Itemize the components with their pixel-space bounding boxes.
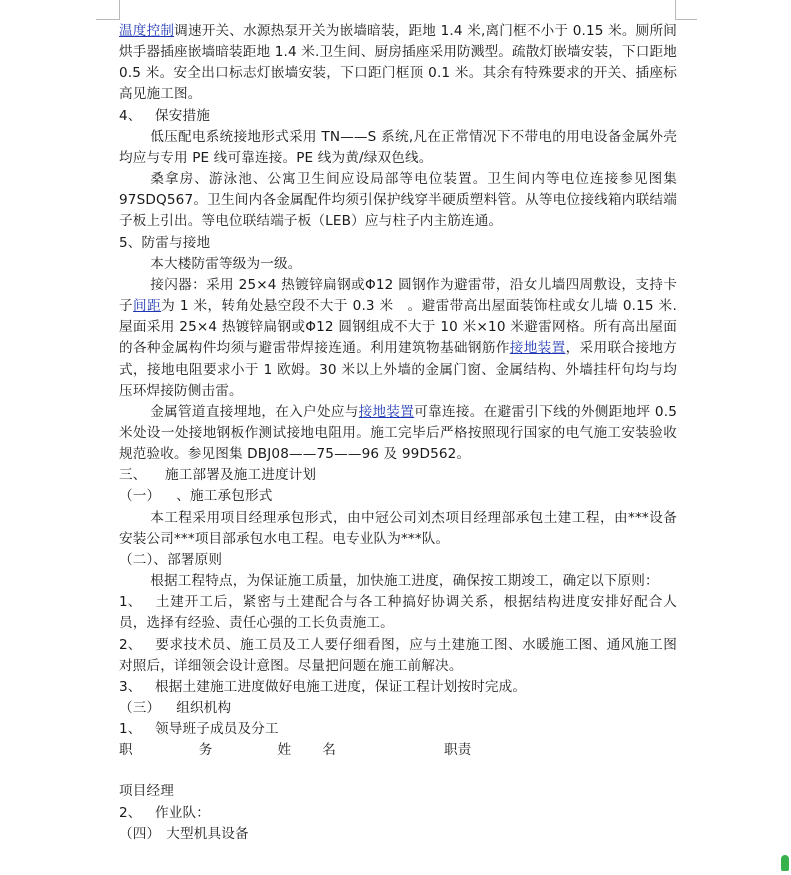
list-text: 根据土建施工进度做好电施工进度，保证工程计划按时完成。 <box>155 678 527 695</box>
subheading-organization <box>119 698 677 719</box>
list-number: 1、 <box>119 721 142 738</box>
hyperlink-grounding-device[interactable]: 接地装置 <box>509 340 566 357</box>
subheading-principles: （二）、部署原则 <box>119 551 223 568</box>
paragraph-text: ，采用联合接地方式，接地电阻要求小于 1 欧姆。30 米以上外墙的金属门窗、金属结构、外墙挂杆句均与均压环焊接防侧击雷。 <box>119 340 678 399</box>
subheading-text: 组织机构 <box>176 700 232 716</box>
list-text: 要求技术员、施工员及工人要仔细看图，应与土建施工图、水暖施工图、通风施工图对照后，详细领会设计意图。尽量把问题在施工前解决。 <box>119 636 677 674</box>
paragraph-equipotential: 桑拿房、游泳池、公寓卫生间应设局部等电位装置。卫生间内等电位连接参见图集 97SDQ567。卫生间内各金属配件均须引保护线穿半硬质塑料管。从等电位接线箱内联结端子板上引出。等电位联结端子板（LEB）应与柱子内主筋连通。 <box>119 171 677 230</box>
list-text: 领导班子成员及分工 <box>155 721 279 738</box>
paragraph-text: 接闪器：采用 25×4 热镀锌扁钢或Φ12 圆钢作为避雷带，沿女儿墙四周敷设，支持卡子 <box>119 276 677 315</box>
paragraph-contract: 本工程采用项目经理承包形式，由中冠公司刘杰项目经理部承包土建工程，由***设备安装公司***项目部承包水电工程。电专业队为***队。 <box>119 509 677 547</box>
subheading-number: （三） <box>119 700 161 716</box>
paragraph-text: 金属管道直接埋地，在入户处应与 <box>150 403 359 420</box>
empty-line <box>119 761 677 782</box>
list-number: 2、 <box>119 636 142 653</box>
subheading-number: （四） <box>119 825 161 842</box>
column-header-position-2: 务 <box>198 742 213 759</box>
paragraph-principles: 根据工程特点，为保证施工质量，加快施工进度，确保按工期竣工，确定以下原则： <box>150 573 659 590</box>
side-indicator-icon <box>781 855 789 871</box>
list-text: 作业队： <box>155 804 210 821</box>
hyperlink-spacing[interactable]: 间距 <box>133 298 162 315</box>
list-item <box>119 719 677 740</box>
list-item <box>119 803 677 824</box>
heading-text: 保安措施 <box>155 107 210 124</box>
paragraph-lightning-class: 本大楼防雷等级为一级。 <box>150 255 302 272</box>
paragraph-switch-installation <box>119 21 677 106</box>
heading-security-measures <box>119 106 677 127</box>
subheading-equipment <box>119 824 677 845</box>
margin-corner-mark-right <box>675 0 697 20</box>
column-header-duty: 职责 <box>444 742 472 759</box>
subheading-number: （一） <box>119 488 161 505</box>
list-item <box>119 677 677 698</box>
paragraph-text: 可靠连接。在避雷引下线的外侧距地坪 0.5 米处设一处接地钢板作测试接地电阻用。施工完毕后严格按照现行国家的电气施工安装验收规范验收。参见图集 DBJ08——75——96 及 99D562。 <box>119 403 677 463</box>
document-body <box>119 21 677 845</box>
heading-lightning-grounding: 5、防雷与接地 <box>119 234 211 251</box>
paragraph-air-terminal <box>119 275 677 402</box>
margin-corner-mark-left <box>96 0 120 20</box>
subheading-contract-form <box>119 486 677 507</box>
column-header-name-1: 姓 <box>277 742 292 759</box>
paragraph-metal-pipes <box>119 402 677 465</box>
paragraph-text: 为 1 米，转角处悬空段不大于 0.3 米 。避雷带高出屋面装饰柱或女儿墙 0.15 米.屋面采用 25×4 热镀锌扁钢或Φ12 圆钢组成不大于 10 米×10 米避雷网格。所有高出屋面的各种金属构件均须与避雷带焊接连通。利用建筑物基础钢筋作 <box>119 298 677 357</box>
column-header-name-2: 名 <box>322 742 336 759</box>
list-item <box>119 592 677 634</box>
list-number: 2、 <box>119 804 142 821</box>
paragraph-text: 调速开关、水源热泵开关为嵌墙暗装，距地 1.4 米,离门框不小于 0.15 米。厕所间烘手器插座嵌墙暗装距地 1.4 米.卫生间、厨房插座采用防溅型。疏散灯嵌墙安装，下口距地 0.5 米。安全出口标志灯嵌墙安装，下口距门框顶 0.1 米。其余有特殊要求的开关、插座标高见施工图。 <box>119 23 677 103</box>
table-row-project-manager: 项目经理 <box>119 783 174 800</box>
heading-number: 4、 <box>119 107 142 124</box>
subheading-text: 大型机具设备 <box>166 825 249 842</box>
list-text: 土建开工后，紧密与土建配合与各工种搞好协调关系，根据结构进度安排好配合人员，选择有经验、责任心强的工长负责施工。 <box>119 594 677 632</box>
subheading-text: 、施工承包形式 <box>176 488 273 505</box>
hyperlink-grounding-device-2[interactable]: 接地装置 <box>358 403 415 420</box>
hyperlink-temperature-control[interactable]: 温度控制 <box>119 23 175 39</box>
heading-number: 三、 <box>119 467 147 484</box>
heading-text: 施工部署及施工进度计划 <box>165 467 317 484</box>
list-number: 3、 <box>119 678 142 695</box>
list-item <box>119 635 677 677</box>
heading-deployment-plan <box>119 465 677 486</box>
table-header-row <box>119 740 677 761</box>
list-number: 1、 <box>119 594 142 611</box>
column-header-position-1: 职 <box>119 742 133 759</box>
paragraph-low-voltage: 低压配电系统接地形式采用 TN——S 系统,凡在正常情况下不带电的用电设备金属外壳均应与专用 PE 线可靠连接。PE 线为黄/绿双色线。 <box>119 128 677 166</box>
